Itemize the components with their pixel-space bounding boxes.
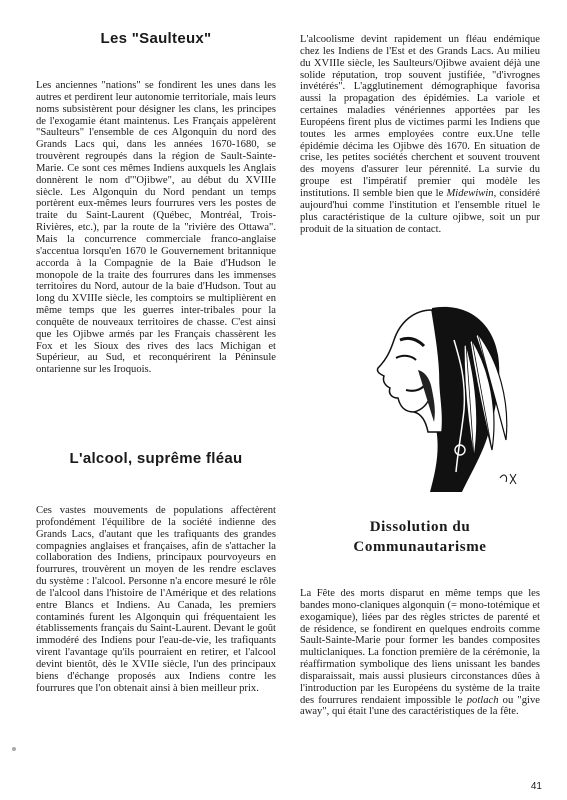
left-column xyxy=(36,0,276,800)
text-run: La Fête des morts disparut en même temps que les bandes mono-claniques algonquin (= mono-totémique et exogamique), liées par des règles strictes de parenté et de résidence, se fondirent en quelques endroits comme Sault-Sainte-Marie pour former les bandes composites multiclaniques. La fonction première de la cérémonie, la réaffirmation symbolique des liens unissant les bandes disparaissait, mais aussi plusieurs circonstances dûes à l'introduction par les Européens du système de la traite des fourrures rendaient impossible le xyxy=(300,588,540,706)
section-title-dissolution xyxy=(300,517,540,557)
page-number: 41 xyxy=(530,781,542,792)
title-line-2: Communautarisme xyxy=(353,539,487,555)
text-run: L'alcoolisme devint rapidement un fléau endémique chez les Indiens de l'Est et des Grands Lacs. Au milieu du XVIIIe siècle, les Saulteurs/Ojibwe avaient déjà une solide réputation, trop souvent justifiée, "d'ivrognes invétérés". L'agglutinement démographique favorisa aussi la propagation des épidémies. La variole et certaines maladies vénériennes apportées par les Européens firent plus de victimes parmi les Indiens que toutes les armes employées contre eux.Une telle épidémie décima les Ojibwe dès 1670. En situation de crise, les petites sociétés cherchent et souvent trouvent des moyens d'assurer leur pérennité. La survie du groupe est l'impératif premier qui modèle les institutions. Il semble bien que le xyxy=(300,34,540,199)
title-line-1: Dissolution du xyxy=(369,519,471,535)
paragraph-fete-des-morts xyxy=(300,588,540,718)
italic-term-midewiwin: Midewiwin xyxy=(446,187,494,199)
text-run: ou "give away", qui était l'une des caractéristiques de la fête. xyxy=(300,694,540,718)
paragraph-saulteux: Les anciennes "nations" se fondirent les unes dans les autres et perdirent leur autonomie territoriale, mais leurs noms subsistèrent pour désigner les clans, les principes de l'exogamie étant maintenus. Les Français appelèrent "Saulteurs" l'ensemble de ces Algonquin du nord des Grands Lacs qui, dans les années 1670-1680, se trouvèrent regroupés dans la région de Sault-Sainte-Marie. Ce sont ces mêmes Indiens auxquels les Anglais donnèrent le nom d'"Ojibwe", au début du XVIIIe siècle. Les Algonquin du Nord pendant un temps portèrent eux-mêmes leurs fourrures vers les postes de traite du Saint-Laurent (Québec, Montréal, Trois-Rivières, etc.), par la route de la "rivière des Ottawa". Mais la concurrence commerciale franco-anglaise s'accentua lorsqu'en 1670 le Gouvernement britannique accorda à la Compagnie de la Baie d'Hudson le monopole de la traite des fourrures dans les immenses territoires du Nord, autour de la baie d'Hudson. Tout au long du XVIIIe siècle, les comptoirs se multiplièrent en même temps que les guerres inter-tribales pour la conquête de nouveaux territoires de chasse. C'est ainsi que les Ojibwe armés par les Français chassèrent les Fox et les Sioux des rives des lacs Michigan et Supérieur, au Sud, et reconquérirent la Péninsule ontarienne sur les Iroquois. xyxy=(36,80,276,376)
paragraph-alcool: Ces vastes mouvements de populations affectèrent profondément l'équilibre de la société indienne des Grands Lacs, d'autant que les trafiquants des grandes compagnies anglaises et françaises, afin de s'attacher la collaboration des Indiens, principaux pourvoyeurs en fourrures, trouvèrent un moyen de les rendre esclaves du système : l'alcool. Personne n'a encore mesuré le rôle de l'alcool dans l'histoire de l'Amérique et des relations entre Blancs et Indiens. Au Canada, les premiers contaminés furent les Algonquin qui fréquentaient les établissements français du Saint-Laurent. Devant le goût immodéré des Indiens pour l'eau-de-vie, les trafiquants virent l'avantage qu'ils pourraient en retirer, et l'alcool devint bientôt, dès le XVIIe siècle, l'un des principaux biens d'échange proposés aux Indiens contre les fourrures que l'on obtenait ainsi à bien meilleur prix. xyxy=(36,505,276,694)
signature-mark xyxy=(500,474,516,484)
indian-chief-portrait-illustration xyxy=(370,300,520,495)
italic-term-potlach: potlach xyxy=(466,694,499,706)
text-run: , considéré aujourd'hui comme l'institution et l'ensemble rituel le plus caractéristique de la culture ojibwe, soit un pur produit de la situation de contact. xyxy=(300,187,540,235)
page-speck xyxy=(12,747,16,751)
section-title-alcool: L'alcool, suprême fléau xyxy=(69,450,243,467)
section-title-saulteux: Les "Saulteux" xyxy=(100,30,212,47)
paragraph-alcoolisme xyxy=(300,34,540,235)
